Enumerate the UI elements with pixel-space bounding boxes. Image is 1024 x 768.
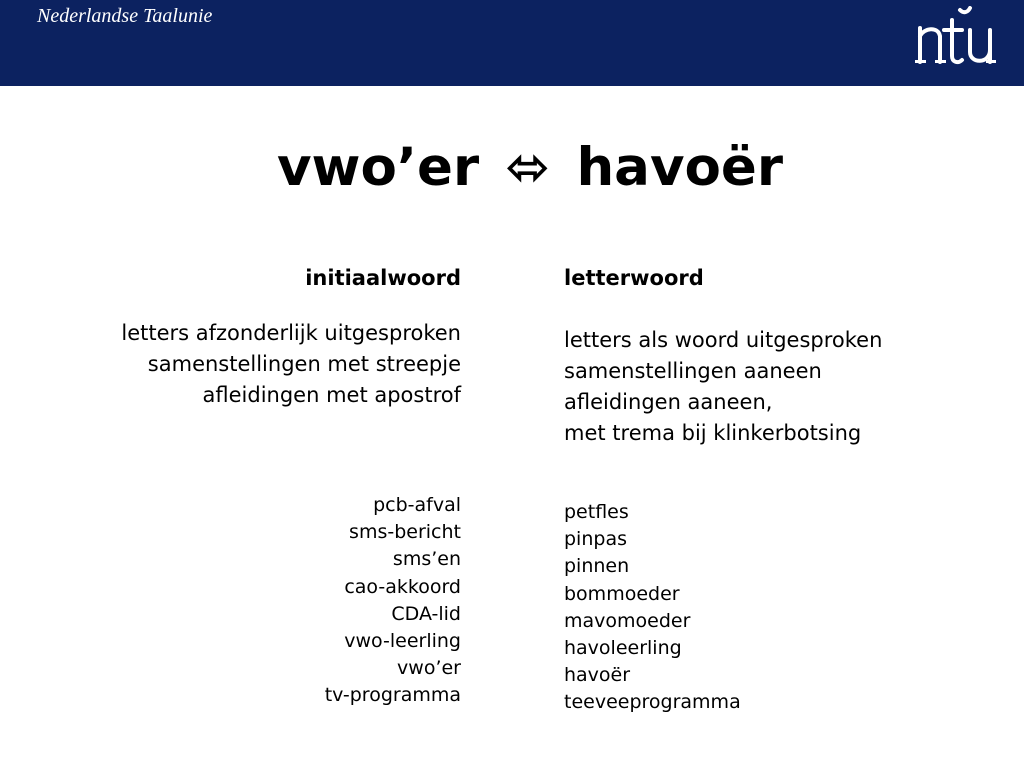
list-item: bommoeder	[564, 582, 680, 605]
left-description	[20, 318, 461, 411]
list-item: pinnen	[564, 555, 630, 578]
header-bar	[0, 0, 1024, 86]
organization-name: Nederlandse Taalunie	[37, 5, 213, 27]
double-arrow-icon: ⬄	[505, 137, 550, 198]
list-item: tv-programma	[324, 684, 461, 707]
list-item: sms-bericht	[349, 521, 461, 544]
list-item: havoleerling	[564, 637, 682, 660]
right-description-line: samenstellingen aaneen	[564, 359, 822, 383]
left-description-line: samenstellingen met streepje	[147, 352, 461, 376]
list-item: pinpas	[564, 528, 627, 551]
right-description	[564, 325, 1004, 449]
list-item: vwo-leerling	[344, 630, 461, 653]
left-description-line: letters afzonderlijk uitgesproken	[121, 321, 461, 345]
list-item: pcb-afval	[373, 494, 461, 516]
slide-title	[0, 133, 1024, 203]
left-description-line: afleidingen met apostrof	[202, 383, 461, 407]
list-item: vwo’er	[397, 657, 461, 680]
list-item: cao-akkoord	[344, 575, 461, 598]
left-heading: initiaalwoord	[305, 266, 461, 290]
title-left-term: vwo’er	[276, 137, 480, 198]
ntu-logo-icon	[912, 6, 998, 68]
list-item: teeveeprogramma	[564, 691, 741, 714]
list-item: sms’en	[392, 548, 461, 571]
right-description-line: letters als woord uitgesproken	[564, 328, 883, 352]
right-heading: letterwoord	[564, 266, 704, 290]
right-description-line: afleidingen aaneen,	[564, 390, 773, 414]
right-description-line: met trema bij klinkerbotsing	[564, 421, 862, 445]
title-right-term: havoër	[576, 137, 783, 198]
list-item: petfles	[564, 501, 629, 523]
left-examples-list	[20, 492, 461, 710]
list-item: havoër	[564, 664, 631, 687]
list-item: CDA-lid	[391, 602, 461, 625]
list-item: mavomoeder	[564, 609, 691, 632]
right-examples-list	[564, 499, 1004, 717]
